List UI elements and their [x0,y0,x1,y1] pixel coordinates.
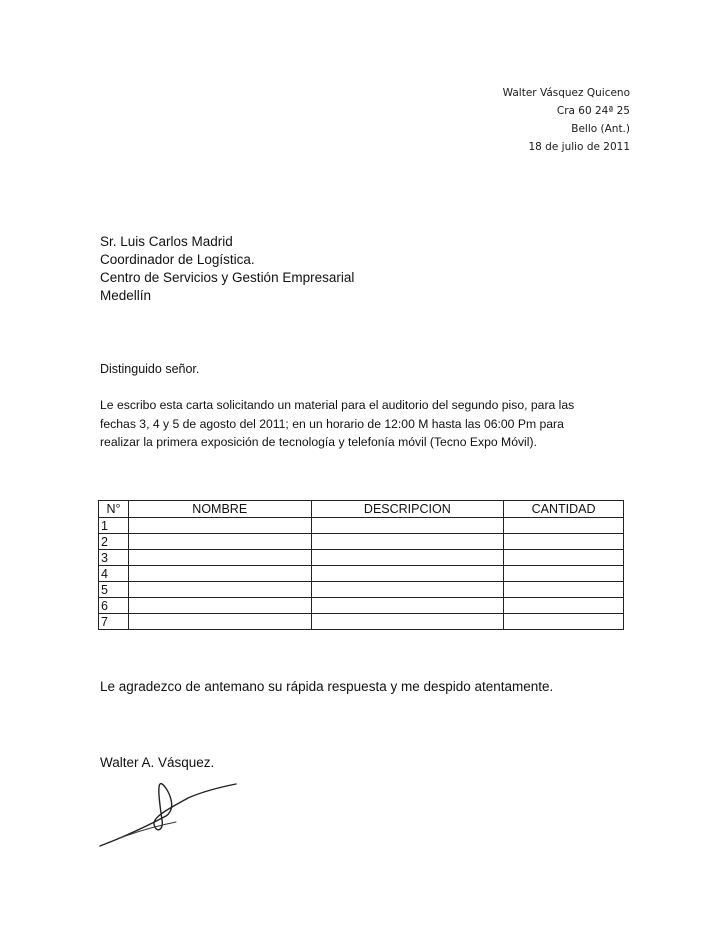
name-cell [128,614,311,630]
table-row [99,550,624,566]
description-cell [311,582,504,598]
table-header-row [99,501,624,518]
table-row [99,614,624,630]
row-number: 6 [99,598,129,614]
letter-body [100,396,630,452]
description-cell [311,598,504,614]
sender-block [503,84,630,156]
quantity-cell [504,534,624,550]
quantity-cell [504,598,624,614]
body-line: fechas 3, 4 y 5 de agosto del 2011; en un horario de 12:00 M hasta las 06:00 Pm para [100,416,564,431]
table-row [99,534,624,550]
row-number: 2 [99,534,129,550]
sender-city: Bello (Ant.) [571,123,630,135]
quantity-cell [504,582,624,598]
sender-address: Cra 60 24ª 25 [556,105,630,117]
quantity-cell [504,566,624,582]
header-description: DESCRIPCION [311,501,504,518]
letter-date: 18 de julio de 2011 [528,141,630,153]
header-number: N° [99,501,129,518]
recipient-city: Medellín [100,288,152,303]
recipient-organization: Centro de Servicios y Gestión Empresarial [100,270,355,285]
quantity-cell [504,550,624,566]
signer-name: Walter A. Vásquez. [100,755,215,770]
table-row [99,598,624,614]
quantity-cell [504,518,624,534]
table-row [99,518,624,534]
salutation: Distinguido señor. [100,362,200,376]
name-cell [128,566,311,582]
row-number: 1 [99,518,129,534]
row-number: 4 [99,566,129,582]
name-cell [128,534,311,550]
name-cell [128,598,311,614]
row-number: 7 [99,614,129,630]
recipient-title: Coordinador de Logística. [100,252,255,267]
description-cell [311,518,504,534]
body-line: Le escribo esta carta solicitando un material para el auditorio del segundo piso, para las [100,398,575,412]
table-row [99,566,624,582]
description-cell [311,550,504,566]
name-cell [128,582,311,598]
description-cell [311,534,504,550]
description-cell [311,566,504,582]
recipient-name: Sr. Luis Carlos Madrid [100,234,233,249]
header-name: NOMBRE [128,501,311,518]
materials-table [98,500,624,630]
name-cell [128,518,311,534]
row-number: 5 [99,582,129,598]
quantity-cell [504,614,624,630]
name-cell [128,550,311,566]
signature-mark [96,776,246,851]
sender-name: Walter Vásquez Quiceno [502,87,630,99]
row-number: 3 [99,550,129,566]
closing-line: Le agradezco de antemano su rápida respuesta y me despido atentamente. [100,679,554,694]
description-cell [311,614,504,630]
header-quantity: CANTIDAD [504,501,624,518]
table-row [99,582,624,598]
body-line: realizar la primera exposición de tecnología y telefonía móvil (Tecno Expo Móvil). [100,435,537,449]
recipient-block [100,233,354,305]
